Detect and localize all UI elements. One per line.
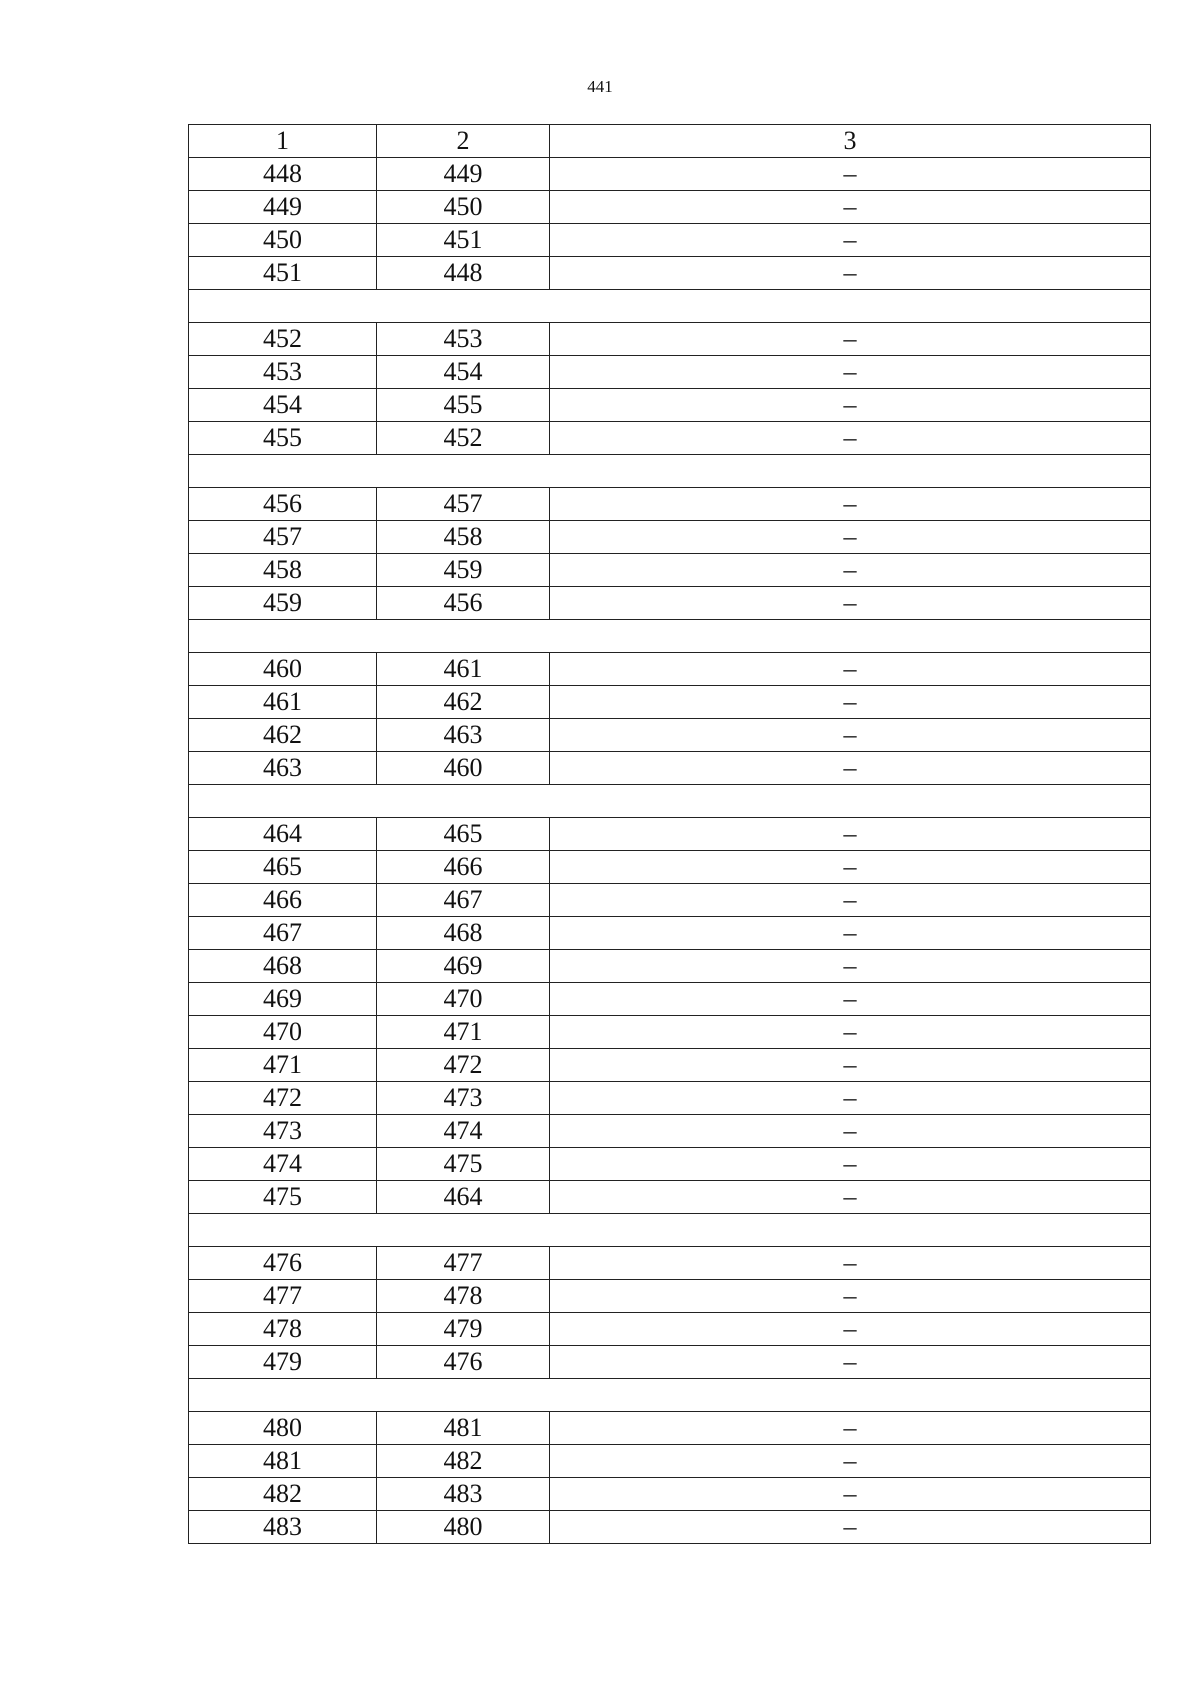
table-cell-col-3: –	[550, 1478, 1151, 1511]
table-header	[189, 125, 1151, 158]
table-row	[189, 1445, 1151, 1478]
table-row	[189, 752, 1151, 785]
table-row	[189, 1115, 1151, 1148]
table-cell-col-3: –	[550, 1280, 1151, 1313]
table-cell-col-2: 448	[377, 257, 550, 290]
table-row	[189, 1049, 1151, 1082]
table-cell-col-1: 473	[189, 1115, 377, 1148]
table-row	[189, 653, 1151, 686]
table-cell-col-2: 455	[377, 389, 550, 422]
table-cell-col-2: 450	[377, 191, 550, 224]
table-cell-col-2: 460	[377, 752, 550, 785]
table-cell-col-3: –	[550, 1181, 1151, 1214]
table-cell-col-1: 468	[189, 950, 377, 983]
group-separator-cell	[189, 1379, 1151, 1412]
table-cell-col-3: –	[550, 389, 1151, 422]
table-row	[189, 1016, 1151, 1049]
table-cell-col-2: 462	[377, 686, 550, 719]
table-cell-col-2: 459	[377, 554, 550, 587]
table-cell-col-1: 460	[189, 653, 377, 686]
table-cell-col-2: 456	[377, 587, 550, 620]
table-cell-col-3: –	[550, 521, 1151, 554]
table-cell-col-3: –	[550, 158, 1151, 191]
table-cell-col-2: 476	[377, 1346, 550, 1379]
table-cell-col-3: –	[550, 653, 1151, 686]
table-cell-col-3: –	[550, 1016, 1151, 1049]
table-cell-col-1: 451	[189, 257, 377, 290]
table-row	[189, 1478, 1151, 1511]
header-col-3: 3	[550, 125, 1151, 158]
table-cell-col-2: 457	[377, 488, 550, 521]
group-separator-cell	[189, 1214, 1151, 1247]
table-cell-col-1: 457	[189, 521, 377, 554]
table-row	[189, 158, 1151, 191]
table-cell-col-1: 466	[189, 884, 377, 917]
table-row	[189, 686, 1151, 719]
table-row	[189, 1280, 1151, 1313]
table-cell-col-3: –	[550, 1313, 1151, 1346]
table-cell-col-3: –	[550, 851, 1151, 884]
table-cell-col-3: –	[550, 224, 1151, 257]
table-row	[189, 488, 1151, 521]
table-cell-col-1: 480	[189, 1412, 377, 1445]
table-cell-col-3: –	[550, 1412, 1151, 1445]
table-row	[189, 1148, 1151, 1181]
table-row	[189, 323, 1151, 356]
table-cell-col-3: –	[550, 422, 1151, 455]
table-cell-col-1: 482	[189, 1478, 377, 1511]
table-cell-col-2: 464	[377, 1181, 550, 1214]
table-row	[189, 1247, 1151, 1280]
table-row	[189, 1511, 1151, 1544]
table-cell-col-2: 480	[377, 1511, 550, 1544]
table-cell-col-1: 474	[189, 1148, 377, 1181]
table-cell-col-3: –	[550, 884, 1151, 917]
table-cell-col-1: 462	[189, 719, 377, 752]
table-cell-col-2: 453	[377, 323, 550, 356]
table-cell-col-1: 479	[189, 1346, 377, 1379]
table-cell-col-1: 478	[189, 1313, 377, 1346]
group-separator-row	[189, 785, 1151, 818]
table-cell-col-1: 470	[189, 1016, 377, 1049]
table-row	[189, 257, 1151, 290]
group-separator-row	[189, 1214, 1151, 1247]
table-row	[189, 1181, 1151, 1214]
table-cell-col-1: 469	[189, 983, 377, 1016]
table-cell-col-1: 483	[189, 1511, 377, 1544]
table-cell-col-3: –	[550, 1445, 1151, 1478]
table-cell-col-3: –	[550, 1115, 1151, 1148]
group-separator-cell	[189, 785, 1151, 818]
table-cell-col-1: 449	[189, 191, 377, 224]
group-separator-row	[189, 1379, 1151, 1412]
table-cell-col-2: 449	[377, 158, 550, 191]
table-cell-col-3: –	[550, 983, 1151, 1016]
table-cell-col-3: –	[550, 1049, 1151, 1082]
table-cell-col-1: 455	[189, 422, 377, 455]
group-separator-row	[189, 620, 1151, 653]
table-cell-col-1: 465	[189, 851, 377, 884]
table-cell-col-2: 478	[377, 1280, 550, 1313]
table-row	[189, 521, 1151, 554]
table-row	[189, 719, 1151, 752]
table-cell-col-1: 481	[189, 1445, 377, 1478]
table-row	[189, 884, 1151, 917]
table-cell-col-2: 454	[377, 356, 550, 389]
data-table	[188, 124, 1151, 1544]
table-cell-col-2: 477	[377, 1247, 550, 1280]
table-cell-col-2: 470	[377, 983, 550, 1016]
table-cell-col-3: –	[550, 1148, 1151, 1181]
group-separator-row	[189, 455, 1151, 488]
table-cell-col-1: 450	[189, 224, 377, 257]
table-row	[189, 554, 1151, 587]
table-cell-col-2: 482	[377, 1445, 550, 1478]
table-cell-col-2: 468	[377, 917, 550, 950]
table-cell-col-1: 471	[189, 1049, 377, 1082]
table-row	[189, 422, 1151, 455]
table-row	[189, 983, 1151, 1016]
table-row	[189, 950, 1151, 983]
table-row	[189, 1346, 1151, 1379]
table-cell-col-2: 481	[377, 1412, 550, 1445]
table-cell-col-3: –	[550, 950, 1151, 983]
table-cell-col-2: 452	[377, 422, 550, 455]
table-row	[189, 191, 1151, 224]
table-cell-col-1: 452	[189, 323, 377, 356]
group-separator-cell	[189, 620, 1151, 653]
table-cell-col-3: –	[550, 356, 1151, 389]
group-separator-cell	[189, 455, 1151, 488]
table-cell-col-3: –	[550, 323, 1151, 356]
table-cell-col-1: 454	[189, 389, 377, 422]
table-cell-col-2: 451	[377, 224, 550, 257]
table-row	[189, 917, 1151, 950]
table-row	[189, 818, 1151, 851]
table-cell-col-2: 465	[377, 818, 550, 851]
table-cell-col-3: –	[550, 752, 1151, 785]
table-row	[189, 1313, 1151, 1346]
table-cell-col-2: 461	[377, 653, 550, 686]
table-cell-col-3: –	[550, 1082, 1151, 1115]
table-cell-col-1: 476	[189, 1247, 377, 1280]
group-separator-row	[189, 290, 1151, 323]
table-row	[189, 1412, 1151, 1445]
table-cell-col-1: 458	[189, 554, 377, 587]
table-cell-col-3: –	[550, 488, 1151, 521]
table-cell-col-2: 467	[377, 884, 550, 917]
page-number: 441	[587, 77, 613, 96]
table-cell-col-3: –	[550, 587, 1151, 620]
table-cell-col-1: 475	[189, 1181, 377, 1214]
table-cell-col-3: –	[550, 917, 1151, 950]
table-row	[189, 587, 1151, 620]
table-cell-col-3: –	[550, 191, 1151, 224]
table-row	[189, 389, 1151, 422]
table-cell-col-1: 464	[189, 818, 377, 851]
table-cell-col-1: 467	[189, 917, 377, 950]
table-cell-col-2: 471	[377, 1016, 550, 1049]
header-col-1: 1	[189, 125, 377, 158]
table-row	[189, 1082, 1151, 1115]
table-cell-col-1: 456	[189, 488, 377, 521]
table-body	[189, 158, 1151, 1544]
table-row	[189, 851, 1151, 884]
table-cell-col-1: 477	[189, 1280, 377, 1313]
table-cell-col-3: –	[550, 1511, 1151, 1544]
table-cell-col-2: 466	[377, 851, 550, 884]
table-cell-col-3: –	[550, 1247, 1151, 1280]
table-cell-col-1: 459	[189, 587, 377, 620]
table-row	[189, 224, 1151, 257]
table-cell-col-3: –	[550, 1346, 1151, 1379]
table-cell-col-2: 473	[377, 1082, 550, 1115]
table-cell-col-2: 483	[377, 1478, 550, 1511]
table-cell-col-1: 448	[189, 158, 377, 191]
table-cell-col-3: –	[550, 554, 1151, 587]
table-cell-col-2: 472	[377, 1049, 550, 1082]
table-cell-col-2: 469	[377, 950, 550, 983]
table-cell-col-2: 475	[377, 1148, 550, 1181]
table-cell-col-3: –	[550, 686, 1151, 719]
table-cell-col-2: 474	[377, 1115, 550, 1148]
data-table-container	[188, 124, 1150, 1544]
table-row	[189, 356, 1151, 389]
table-cell-col-3: –	[550, 257, 1151, 290]
table-cell-col-3: –	[550, 818, 1151, 851]
table-cell-col-1: 472	[189, 1082, 377, 1115]
table-cell-col-1: 453	[189, 356, 377, 389]
group-separator-cell	[189, 290, 1151, 323]
header-row	[189, 125, 1151, 158]
table-cell-col-2: 463	[377, 719, 550, 752]
table-cell-col-2: 458	[377, 521, 550, 554]
table-cell-col-1: 463	[189, 752, 377, 785]
table-cell-col-1: 461	[189, 686, 377, 719]
table-cell-col-3: –	[550, 719, 1151, 752]
table-cell-col-2: 479	[377, 1313, 550, 1346]
header-col-2: 2	[377, 125, 550, 158]
